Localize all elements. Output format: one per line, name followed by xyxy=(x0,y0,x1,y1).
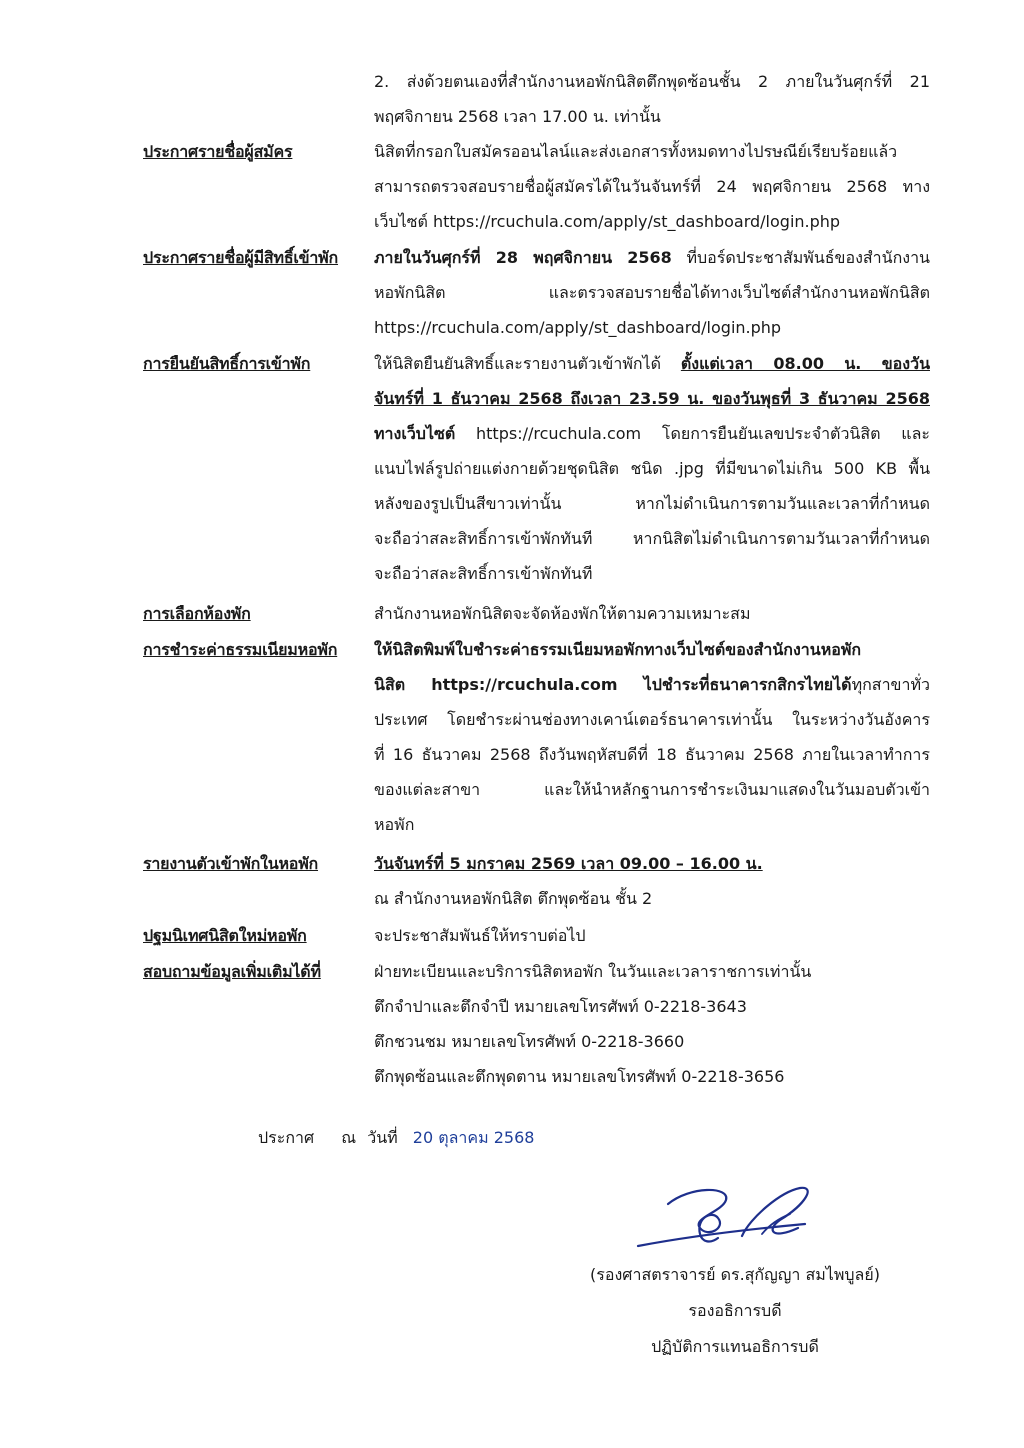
content-line: นิสิตที่กรอกใบสมัครออนไลน์และส่งเอกสารทั้งหมดทางไปรษณีย์เรียบร้อยแล้ว xyxy=(374,142,898,161)
section-label: การยืนยันสิทธิ์การเข้าพัก xyxy=(143,354,311,373)
section-content xyxy=(374,134,930,239)
announce-date: 20 ตุลาคม 2568 xyxy=(412,1128,535,1147)
content-line: วันจันทร์ที่ 5 มกราคม 2569 เวลา 09.00 – 16.00 น. xyxy=(374,854,763,873)
plain-text: https://rcuchula.com โดยการยืนยันเลขประจำตัวนิสิต และ xyxy=(455,424,930,443)
content-line: ตึกชวนชม หมายเลขโทรศัพท์ 0-2218-3660 xyxy=(374,1032,685,1051)
content-line: ของแต่ละสาขา และให้นำหลักฐานการชำระเงินมาแสดงในวันมอบตัวเข้า xyxy=(374,780,930,799)
content-line: https://rcuchula.com/apply/st_dashboard/login.php xyxy=(374,318,782,337)
content-line: ที่ 16 ธันวาคม 2568 ถึงวันพฤหัสบดีที่ 18 ธันวาคม 2568 ภายในเวลาทำการ xyxy=(374,745,930,764)
content-line: พฤศจิกายน 2568 เวลา 17.00 น. เท่านั้น xyxy=(374,107,661,126)
bold-text: ภายในวันศุกร์ที่ 28 พฤศจิกายน 2568 xyxy=(374,248,672,267)
signatory-position: รองอธิการบดี xyxy=(688,1301,782,1320)
section-label: รายงานตัวเข้าพักในหอพัก xyxy=(143,854,319,873)
section-label: สอบถามข้อมูลเพิ่มเติมได้ที่ xyxy=(143,962,321,981)
content-line: หอพักนิสิต และตรวจสอบรายชื่อได้ทางเว็บไซต์สำนักงานหอพักนิสิต xyxy=(374,283,930,302)
signature-image xyxy=(630,1178,830,1258)
section-label: การชำระค่าธรรมเนียมหอพัก xyxy=(143,640,338,659)
content-line: ฝ่ายทะเบียนและบริการนิสิตหอพัก ในวันและเวลาราชการเท่านั้น xyxy=(374,962,812,981)
bold-underlined-text: ตั้งแต่เวลา 08.00 น. ของวัน xyxy=(680,354,930,373)
section-label: การเลือกห้องพัก xyxy=(143,604,251,623)
content-line: จะถือว่าสละสิทธิ์การเข้าพักทันที หากนิสิตไม่ดำเนินการตามวันเวลาที่กำหนด xyxy=(374,529,930,548)
signatory-acting: ปฏิบัติการแทนอธิการบดี xyxy=(651,1337,819,1356)
section-label: ปฐมนิเทศนิสิตใหม่หอพัก xyxy=(143,926,307,945)
content-line: ตึกจำปาและตึกจำปี หมายเลขโทรศัพท์ 0-2218-3643 xyxy=(374,997,747,1016)
section-content xyxy=(374,954,930,1094)
content-line: ให้นิสิตพิมพ์ใบชำระค่าธรรมเนียมหอพักทางเว็บไซต์ของสำนักงานหอพัก xyxy=(374,640,862,659)
content-line: หอพัก xyxy=(374,815,415,834)
announce-at: ณ xyxy=(341,1128,357,1147)
section-content xyxy=(374,64,930,134)
content-line: ตึกพุดซ้อนและตึกพุดตาน หมายเลขโทรศัพท์ 0-2218-3656 xyxy=(374,1067,785,1086)
announcement-date-line xyxy=(258,1124,534,1152)
content-line: จะประชาสัมพันธ์ให้ทราบต่อไป xyxy=(374,926,586,945)
section-label: ประกาศรายชื่อผู้สมัคร xyxy=(143,142,293,161)
content-line: หลังของรูปเป็นสีขาวเท่านั้น หากไม่ดำเนินการตามวันและเวลาที่กำหนด xyxy=(374,494,930,513)
section-content xyxy=(374,918,930,953)
announce-date-label: วันที่ xyxy=(367,1128,398,1147)
content-line: เว็บไซต์ https://rcuchula.com/apply/st_dashboard/login.php xyxy=(374,212,841,231)
content-line: สามารถตรวจสอบรายชื่อผู้สมัครได้ในวันจันทร์ที่ 24 พฤศจิกายน 2568 ทาง xyxy=(374,177,930,196)
signatory-name: (รองศาสตราจารย์ ดร.สุกัญญา สมไพบูลย์) xyxy=(590,1265,880,1284)
plain-text: ให้นิสิตยืนยันสิทธิ์และรายงานตัวเข้าพักได้ xyxy=(374,354,681,373)
section-content xyxy=(374,846,930,916)
content-line xyxy=(374,416,930,451)
bold-text: นิสิต https://rcuchula.com ไปชำระที่ธนาคารกสิกรไทยได้ xyxy=(374,675,852,694)
content-line xyxy=(374,346,930,381)
content-line: ณ สำนักงานหอพักนิสิต ตึกพุดซ้อน ชั้น 2 xyxy=(374,889,653,908)
content-line: จันทร์ที่ 1 ธันวาคม 2568 ถึงเวลา 23.59 น. ของวันพุธที่ 3 ธันวาคม 2568 xyxy=(374,389,930,408)
section-content xyxy=(374,240,930,345)
content-line xyxy=(374,240,930,275)
content-line: แนบไฟล์รูปถ่ายแต่งกายด้วยชุดนิสิต ชนิด .jpg ที่มีขนาดไม่เกิน 500 KB พื้น xyxy=(374,459,930,478)
plain-text: ทุกสาขาทั่ว xyxy=(851,675,930,694)
plain-text: ที่บอร์ดประชาสัมพันธ์ของสำนักงาน xyxy=(671,248,930,267)
content-line: ประเทศ โดยชำระผ่านช่องทางเคาน์เตอร์ธนาคารเท่านั้น ในระหว่างวันอังคาร xyxy=(374,710,930,729)
content-line: จะถือว่าสละสิทธิ์การเข้าพักทันที xyxy=(374,564,593,583)
section-label: ประกาศรายชื่อผู้มีสิทธิ์เข้าพัก xyxy=(143,248,339,267)
content-line: สำนักงานหอพักนิสิตจะจัดห้องพักให้ตามความเหมาะสม xyxy=(374,604,751,623)
section-content xyxy=(374,596,930,631)
bold-text: ทางเว็บไซต์ xyxy=(374,424,456,443)
section-content xyxy=(374,346,930,591)
content-line: 2. ส่งด้วยตนเองที่สำนักงานหอพักนิสิตตึกพุดซ้อนชั้น 2 ภายในวันศุกร์ที่ 21 xyxy=(374,72,930,91)
announce-prefix: ประกาศ xyxy=(258,1128,315,1147)
section-content xyxy=(374,632,930,842)
content-line xyxy=(374,667,930,702)
